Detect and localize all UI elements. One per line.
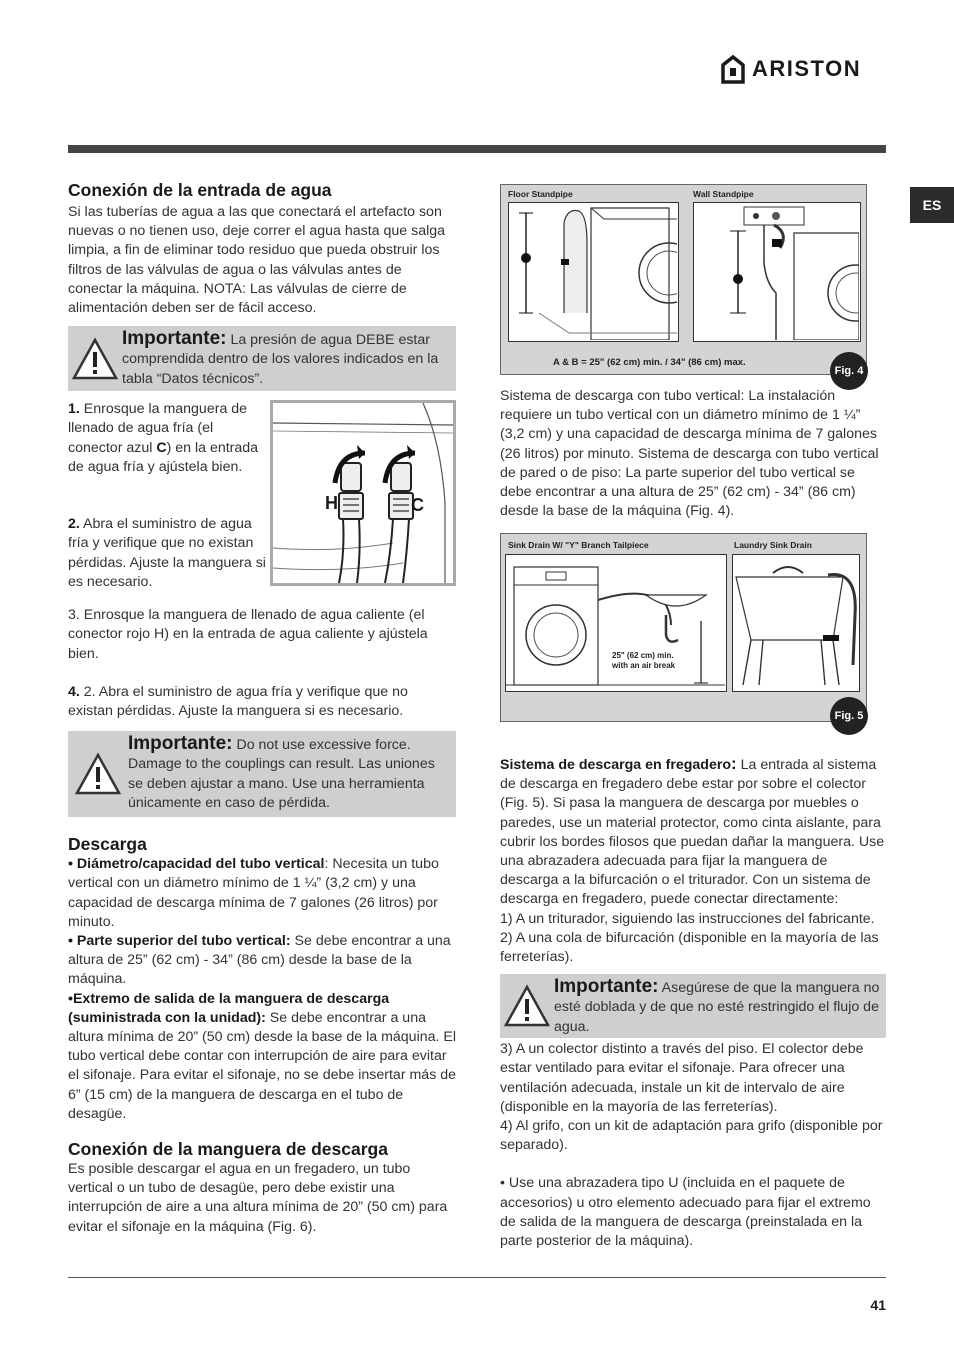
fig4-floor-panel — [508, 202, 679, 342]
drain-item-outlet: •Extremo de salida de la manguera de descarga (suministrada con la unidad): Se debe encontrar a una altura mínima de 20” (50 cm) desde la base de la máquina. El tubo vertical debe contar con interrupción de aire para evitar el sifonaje. Para evitar el sifonaje, no se debe insertar más de 6” (15 cm) de la manguera de descarga en el tubo de desagüe. — [68, 990, 457, 1122]
cold-label: C — [411, 495, 424, 516]
standpipe-text-block — [500, 387, 888, 521]
figure-4 — [500, 184, 867, 375]
section-title-drain-hose: Conexión de la manguera de descarga — [68, 1139, 388, 1160]
step-3: 3. Enrosque la manguera de llenado de agua caliente (el conector rojo H) en la entrada de agua caliente y ajústela bien. — [68, 607, 428, 662]
step-1: 1. Enrosque la manguera de llenado de agua fría (el conector azul C) en la entrada de agua fría y ajústela bien. — [68, 401, 259, 475]
header-rule — [68, 145, 886, 153]
fig5-tag: Fig. 5 — [830, 697, 868, 735]
warning-title: Importante: — [122, 328, 227, 350]
fig5-sink-panel — [505, 554, 727, 692]
drain-item-4: 4) Al grifo, con un kit de adaptación para grifo (disponible por separado). — [500, 1118, 883, 1154]
warning-text: La presión de agua DEBE estar comprendida dentro de los valores indicados en la tabla “Datos técnicos”. — [122, 332, 439, 387]
section-title-water-inlet: Conexión de la entrada de agua — [68, 180, 332, 200]
footer-rule — [68, 1277, 886, 1278]
warning-triangle-icon — [500, 974, 554, 1038]
warning-title: Importante: — [128, 733, 233, 755]
fig5-note-1: 25" (62 cm) min. — [612, 651, 674, 660]
fig4-label-wall: Wall Standpipe — [693, 189, 754, 199]
house-logo-icon — [720, 54, 746, 84]
fig4-wall-panel — [693, 202, 861, 342]
drain-hose-paragraph: Es posible descargar el agua en un fregadero, un tubo vertical o un tubo de desagüe, pero debe existir una interrupción de aire a una altura mínima de 20” (50 cm) para evitar el sifonaje en la máquina (Fig. 6). — [68, 1161, 448, 1235]
drain-item-top: • Parte superior del tubo vertical: Se debe encontrar a una altura de 25” (62 cm) - 34” (86 cm) desde la base de la máquina. — [68, 933, 451, 988]
warning-text: Do not use excessive force. Damage to the couplings can result. Las uniones se deben ajustar a mano. Use una herramienta únicamente en caso de pérdida. — [128, 737, 435, 811]
drain-item-diameter: • Diámetro/capacidad del tubo vertical: Necesita un tubo vertical con un diámetro mínimo de 1 ¼” (3,2 cm) y una capacidad de descarga mínima de 7 galones (26 litros) por minuto. — [68, 856, 439, 930]
warning-title: Importante: — [554, 976, 659, 998]
brand-name: ARISTON — [752, 56, 862, 81]
sink-drain-text-block — [500, 754, 888, 1251]
fig5-laundry-panel — [732, 554, 860, 692]
sink-drain-item-1: 1) A un triturador, siguiendo las instrucciones del fabricante. — [500, 910, 875, 927]
warning-box-force — [68, 731, 456, 817]
brand-logo — [720, 54, 861, 84]
warning-triangle-icon — [68, 326, 122, 391]
hot-label: H — [325, 493, 338, 514]
warning-triangle-icon — [68, 731, 128, 817]
hose-connection-figure — [270, 400, 456, 586]
warning-box-hose — [500, 974, 886, 1038]
fig4-tag: Fig. 4 — [830, 352, 868, 390]
left-column — [68, 180, 456, 1237]
intro-paragraph: Si las tuberías de agua a las que conectará el artefacto son nuevas o no tienen uso, deje correr el agua hasta que salga limpia, a fin de eliminar todo residuo que pueda obstruir los filtros de las válvulas de agua o las válvulas antes de conectar la máquina. NOTA: Las válvulas de cierre de alimentación deben ser de fácil acceso. — [68, 204, 446, 317]
sink-drain-item-2: 2) A una cola de bifurcación (disponible en la mayoría de las ferreterías). — [500, 929, 879, 966]
drain-item-3: 3) A un colector distinto a través del piso. El colector debe estar ventilado para evitar el sifonaje. Para ofrecer una ventilación adecuada, instale un kit de intervalo de aire (disponible en la mayoría de las ferreterías). — [500, 1041, 864, 1115]
fig4-caption: A & B = 25" (62 cm) min. / 34" (86 cm) max. — [553, 357, 746, 368]
section-title-drain: Descarga — [68, 834, 147, 855]
step-2: 2. Abra el suministro de agua fría y verifique que no existan pérdidas. Ajuste la manguera si es necesario. — [68, 516, 266, 590]
language-tab: ES — [910, 187, 954, 223]
fig4-label-floor: Floor Standpipe — [508, 189, 573, 199]
fig5-label-laundry: Laundry Sink Drain — [734, 540, 812, 550]
u-clamp-paragraph: • Use una abrazadera tipo U (incluida en el paquete de accesorios) u otro elemento adecuado para fijar el extremo de salida de la manguera de descarga (preinstalada en la parte posterior de la máquina). — [500, 1175, 871, 1250]
fig5-note-2: with an air break — [612, 661, 676, 670]
warning-text: Asegúrese de que la manguera no esté doblada y de que no esté restringido el flujo de agua. — [554, 980, 880, 1035]
warning-box-pressure — [68, 326, 456, 391]
figure-5 — [500, 533, 867, 722]
page-number: 41 — [870, 1297, 886, 1313]
standpipe-paragraph: Sistema de descarga con tubo vertical: La instalación requiere un tubo vertical con un diámetro mínimo de 1 ¼” (3,2 cm) y una capacidad de descarga mínima de 7 galones (26 litros) por minuto. Sistema de descarga con tubo vertical de pared o de piso: La parte superior del tubo vertical se debe encontrar a una altura de 25” (62 cm) - 34” (86 cm) desde la base de la máquina (Fig. 4). — [500, 388, 879, 520]
sink-drain-paragraph: Sistema de descarga en fregadero: La entrada al sistema de descarga en fregadero debe estar por sobre el colector (Fig. 5). Si pasa la manguera de descarga por muebles o paredes, use un material protector, como cinta aislante, para cubrir los bordes filosos que puedan dañar la manguera. Use una abrazadera adecuada para fijar la manguera de descarga a la bifurcación o el triturador. Con un sistema de descarga en fregadero, puede conectar directamente: — [500, 754, 885, 908]
fig5-label-sink: Sink Drain W/ "Y" Branch Tailpiece — [508, 540, 649, 550]
step-4: 4. 2. Abra el suministro de agua fría y verifique que no existan pérdidas. Ajuste la manguera si es necesario. — [68, 683, 408, 720]
